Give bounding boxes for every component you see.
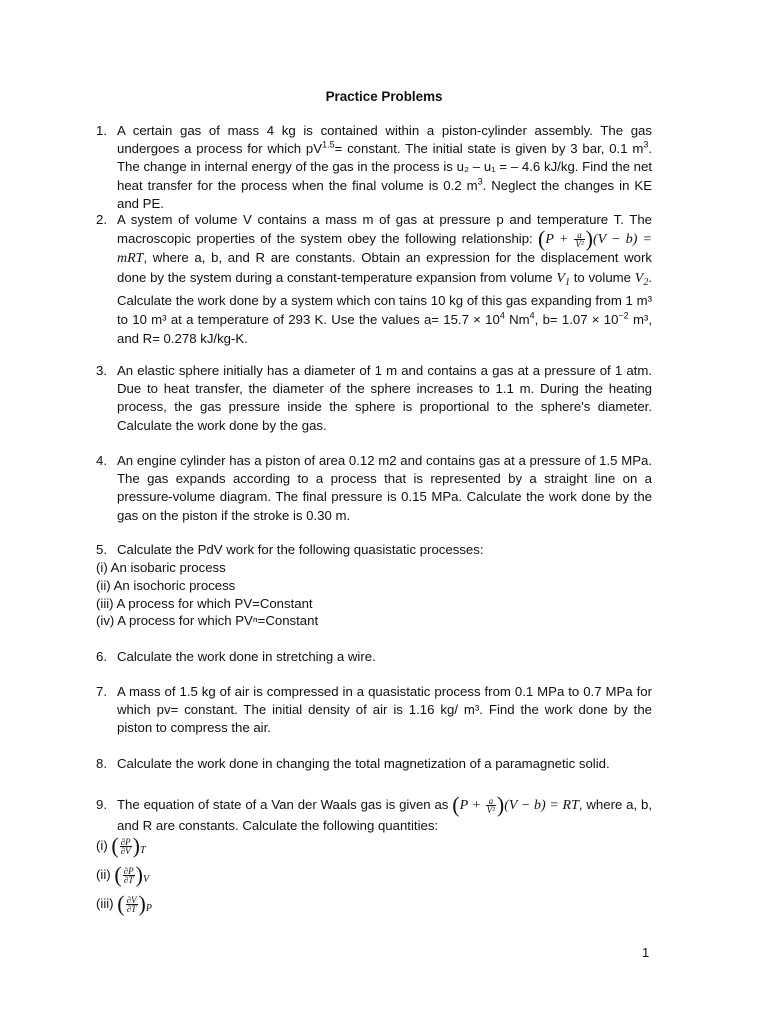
exponent: 1.5 [322,139,335,150]
problem-text: An engine cylinder has a piston of area 0.12 m2 and contains gas at a pressure of 1.5 MPa. The gas expands according to a process that is represented by a straight line on a pressure-volume diagram. The final pressure is 0.15 MPa. Calculate the work done by the gas on the piston if the stroke is 0.30 m. [117,453,652,523]
list-item [96,612,318,630]
list-label: (iii) [96,896,114,911]
problem-number: 2. [96,212,107,227]
problem-6 [96,648,652,666]
problem-number: 7. [96,684,107,699]
fraction [123,867,135,884]
subscript: 1 [564,276,570,288]
eq-term: (V − b) = [592,231,652,247]
subscript: P [145,903,152,914]
numerator: ∂V [126,895,137,906]
problem-2 [96,211,652,348]
problem-5 [96,541,652,559]
text-segment: . The change in internal energy of the gas in the process is u₂ – u₁ = – 4.6 kJ/kg. Find the net heat transfer for the process when the final volume is 0.2 m [117,141,653,193]
numerator: a [486,797,496,806]
problem-number: 1. [96,123,107,138]
fraction [486,797,496,814]
text-segment: Nm [504,311,530,327]
exponent: −2 [618,310,629,321]
list-text: A process for which PVⁿ=Constant [117,613,319,628]
derivative-item [96,862,150,889]
paren: ) [135,862,143,887]
fraction [120,838,132,855]
list-item [96,595,313,613]
problem-number: 4. [96,453,107,468]
eq-term: mRT [117,251,144,267]
list-label: (ii) [96,867,111,882]
paren: ( [111,833,119,858]
numerator: ∂P [123,866,134,877]
exponent: 3 [643,139,649,150]
list-label: (i) [96,560,108,575]
paren: ( [117,891,125,916]
paren: ) [585,225,593,251]
exponent: 3 [477,176,483,187]
problem-text: Calculate the work done in changing the total magnetization of a paramagnetic solid. [117,756,610,771]
paren: ( [114,862,122,887]
text-segment: A certain gas of mass 4 kg is contained within a piston-cylinder assembly. The gas undergoes a process for which pV [117,123,652,157]
problem-text: A mass of 1.5 kg of air is compressed in a quasistatic process from 0.1 MPa to 0.7 MPa for which pv= constant. The initial density of air is 1.16 kg/ m³. Find the work done by the piston to compress the air. [117,684,652,736]
problem-text: Calculate the PdV work for the following quasistatic processes: [117,542,484,557]
text-segment: = constant. The initial state is given by 3 bar, 0.1 m [334,141,644,157]
text-segment: , where a, b, and R are constants. Calculate the following quantities: [117,797,652,833]
problem-text: An elastic sphere initially has a diameter of 1 m and contains a gas at a pressure of 1 atm. Due to heat transfer, the diameter of the sphere increases to 1.1 m. During the heating process, the gas pressure inside the sphere is proportional to the sphere's diameter. Calculate the work done by the gas. [117,363,652,433]
paren: ) [138,891,146,916]
numerator: a [574,231,584,240]
list-text: A process for which PV=Constant [116,596,313,611]
list-text: An isobaric process [110,560,226,575]
subscript: 2 [643,276,649,288]
exponent: 4 [529,310,535,321]
fraction [574,231,584,248]
denominator: V² [575,238,584,249]
denominator: ∂V [120,846,131,857]
text-segment: to volume [573,269,631,285]
text-segment: m³, and R= 0.278 kJ/kg-K. [117,311,652,346]
problem-number: 6. [96,649,107,664]
paren: ) [496,792,505,817]
text-segment: . Neglect the changes in KE and PE. [117,177,652,211]
list-label: (ii) [96,578,111,593]
denominator: ∂T [123,875,134,886]
problem-4 [96,452,652,525]
text-segment: The equation of state of a Van der Waals gas is given as [117,797,449,812]
problem-text [117,792,652,836]
list-label: (iii) [96,596,114,611]
page-number: 1 [642,945,650,960]
text-segment: , b= 1.07 × 10 [534,311,619,327]
problem-8 [96,755,652,773]
text-segment: , where a, b, and R are constants. Obtain an expression for the displacement work done by the system during a constant-temperature expansion from volume [117,250,652,285]
problem-number: 3. [96,363,107,378]
text-segment: . Calculate the work done by a system which con tains 10 kg of this gas expanding from 1 m³ to 10 m³ at a temperature of 293 K. Use the values a= 15.7 × 10 [117,269,652,327]
denominator: ∂T [126,904,137,915]
fraction [126,896,138,913]
list-item [96,577,235,595]
paren: ( [538,225,546,251]
exponent: 4 [499,310,505,321]
list-label: (iv) [96,613,115,628]
problem-9 [96,792,652,836]
derivative-item [96,891,152,918]
equation [452,792,579,817]
variable: V [634,270,644,286]
subscript: T [140,845,146,856]
problem-number: 5. [96,542,107,557]
numerator: ∂P [120,837,131,848]
problem-7 [96,683,652,738]
paren: ) [132,833,140,858]
problem-text [117,122,652,213]
derivative-item [96,833,146,860]
list-label: (i) [96,838,108,853]
subscript: V [142,874,150,885]
list-text: An isochoric process [113,578,236,593]
problem-3 [96,362,652,435]
page-title: Practice Problems [325,89,443,104]
eq-term: P + [459,798,485,813]
problem-text [117,211,652,348]
list-item [96,559,226,577]
problem-number: 9. [96,797,107,812]
denominator: V² [486,805,495,816]
eq-term: P + [545,231,574,247]
eq-term: (V − b) = RT [504,798,579,813]
paren: ( [452,792,460,817]
problem-number: 8. [96,756,107,771]
problem-1 [96,122,652,213]
text-segment: A system of volume V contains a mass m of gas at pressure p and temperature T. The macroscopic properties of the system obey the following relationship: [117,212,652,246]
variable: V [556,270,565,286]
problem-text: Calculate the work done in stretching a wire. [117,649,376,664]
